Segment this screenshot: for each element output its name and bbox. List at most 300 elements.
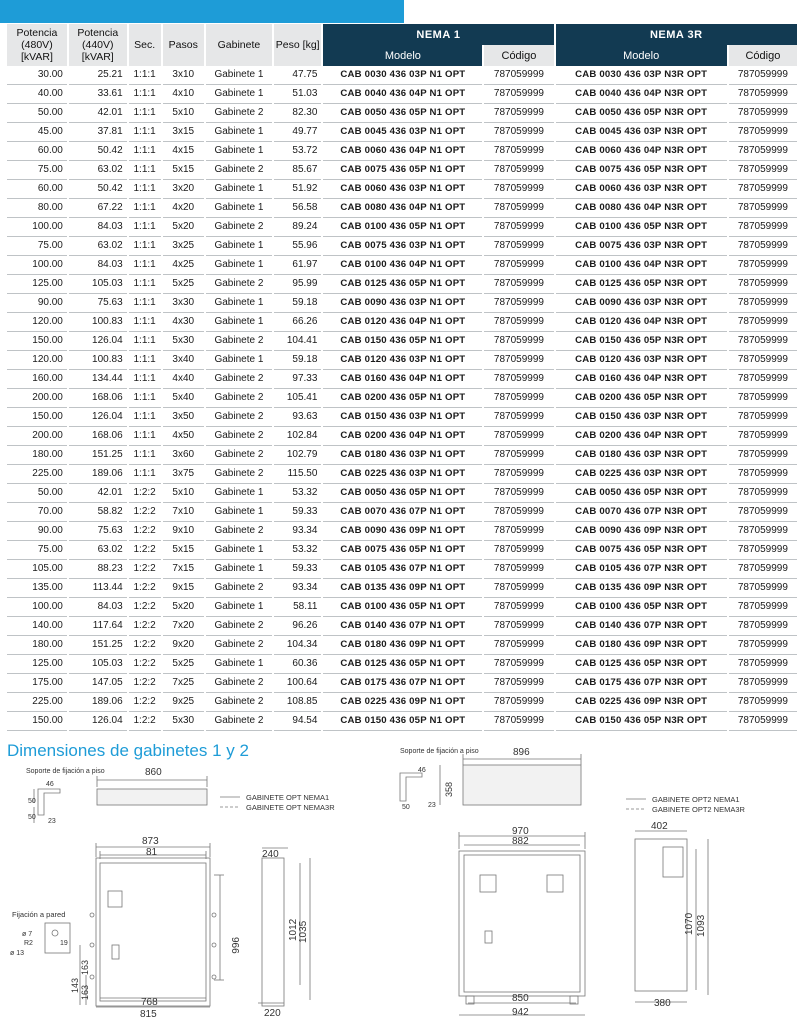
cell-codigo-nema3r: 787059999 <box>729 598 797 617</box>
cell-codigo-nema3r: 787059999 <box>729 465 797 484</box>
cell-pasos: 7x10 <box>163 503 204 522</box>
cell-potencia-440: 50.42 <box>69 180 127 199</box>
cell-potencia-480: 105.00 <box>7 560 67 579</box>
cell-modelo-nema3r: CAB 0100 436 05P N3R OPT <box>556 218 727 237</box>
cell-potencia-480: 200.00 <box>7 389 67 408</box>
cell-gabinete: Gabinete 1 <box>206 66 272 85</box>
cell-gabinete: Gabinete 1 <box>206 85 272 104</box>
cell-pasos: 4x50 <box>163 427 204 446</box>
cell-codigo-nema3r: 787059999 <box>729 389 797 408</box>
cell-modelo-nema1: CAB 0125 436 05P N1 OPT <box>323 655 482 674</box>
cell-modelo-nema3r: CAB 0225 436 09P N3R OPT <box>556 693 727 712</box>
cell-peso: 56.58 <box>274 199 321 218</box>
cell-potencia-440: 100.83 <box>69 351 127 370</box>
cell-codigo-nema3r: 787059999 <box>729 218 797 237</box>
cab1-dim-163a: 163 <box>80 959 90 975</box>
cab1-dim-860: 860 <box>145 767 162 778</box>
cell-peso: 104.41 <box>274 332 321 351</box>
cell-codigo-nema3r: 787059999 <box>729 275 797 294</box>
cell-codigo-nema3r: 787059999 <box>729 199 797 218</box>
cell-pasos: 3x75 <box>163 465 204 484</box>
cell-modelo-nema3r: CAB 0100 436 05P N3R OPT <box>556 598 727 617</box>
capacitor-bank-table <box>5 24 799 731</box>
table-row <box>7 66 797 85</box>
cab1-dim-240: 240 <box>262 849 279 860</box>
cell-pasos: 7x25 <box>163 674 204 693</box>
cab2-dim-942: 942 <box>512 1007 529 1018</box>
cell-potencia-480: 150.00 <box>7 408 67 427</box>
cell-potencia-480: 40.00 <box>7 85 67 104</box>
cell-modelo-nema3r: CAB 0050 436 05P N3R OPT <box>556 104 727 123</box>
cell-sec: 1:2:2 <box>129 712 161 731</box>
cell-codigo-nema1: 787059999 <box>484 180 553 199</box>
cell-gabinete: Gabinete 1 <box>206 541 272 560</box>
cell-sec: 1:1:1 <box>129 332 161 351</box>
cell-codigo-nema3r: 787059999 <box>729 123 797 142</box>
cell-modelo-nema1: CAB 0070 436 07P N1 OPT <box>323 503 482 522</box>
cell-potencia-440: 84.03 <box>69 598 127 617</box>
cell-peso: 59.33 <box>274 503 321 522</box>
cell-codigo-nema1: 787059999 <box>484 446 553 465</box>
cell-potencia-480: 120.00 <box>7 351 67 370</box>
cell-modelo-nema1: CAB 0175 436 07P N1 OPT <box>323 674 482 693</box>
cell-potencia-440: 42.01 <box>69 484 127 503</box>
cell-pasos: 4x40 <box>163 370 204 389</box>
cell-potencia-440: 189.06 <box>69 465 127 484</box>
cab1-top-view <box>97 789 207 805</box>
cell-potencia-480: 50.00 <box>7 484 67 503</box>
cab2-dim-882: 882 <box>512 836 529 847</box>
cell-codigo-nema1: 787059999 <box>484 199 553 218</box>
cell-codigo-nema1: 787059999 <box>484 161 553 180</box>
cell-potencia-480: 225.00 <box>7 693 67 712</box>
cell-potencia-480: 30.00 <box>7 66 67 85</box>
cell-pasos: 4x20 <box>163 199 204 218</box>
cell-gabinete: Gabinete 1 <box>206 351 272 370</box>
cell-codigo-nema1: 787059999 <box>484 332 553 351</box>
cell-potencia-440: 147.05 <box>69 674 127 693</box>
cab2-dim-46: 46 <box>418 767 426 774</box>
cell-peso: 105.41 <box>274 389 321 408</box>
top-accent-bar <box>0 0 404 23</box>
cell-pasos: 9x20 <box>163 636 204 655</box>
cell-gabinete: Gabinete 1 <box>206 313 272 332</box>
cell-modelo-nema3r: CAB 0070 436 07P N3R OPT <box>556 503 727 522</box>
cell-modelo-nema3r: CAB 0060 436 04P N3R OPT <box>556 142 727 161</box>
cell-gabinete: Gabinete 1 <box>206 123 272 142</box>
cab2-window-right <box>547 875 563 892</box>
header-sec: Sec. <box>129 24 161 66</box>
cell-pasos: 3x40 <box>163 351 204 370</box>
cab2-dim-380: 380 <box>654 998 671 1009</box>
cab2-dim-896: 896 <box>513 747 530 758</box>
cell-modelo-nema1: CAB 0150 436 03P N1 OPT <box>323 408 482 427</box>
cell-sec: 1:1:1 <box>129 370 161 389</box>
table-row <box>7 389 797 408</box>
cell-codigo-nema1: 787059999 <box>484 123 553 142</box>
cab1-soporte-label: Soporte de fijación a piso <box>26 768 105 775</box>
cell-codigo-nema3r: 787059999 <box>729 446 797 465</box>
cell-sec: 1:1:1 <box>129 275 161 294</box>
cell-potencia-440: 75.63 <box>69 522 127 541</box>
cell-modelo-nema3r: CAB 0135 436 09P N3R OPT <box>556 579 727 598</box>
cab1-fijacion-pared: Fijación a pared <box>12 910 66 919</box>
table-row <box>7 541 797 560</box>
cell-gabinete: Gabinete 1 <box>206 503 272 522</box>
cell-gabinete: Gabinete 2 <box>206 275 272 294</box>
cell-modelo-nema3r: CAB 0105 436 07P N3R OPT <box>556 560 727 579</box>
cell-codigo-nema1: 787059999 <box>484 674 553 693</box>
cell-codigo-nema1: 787059999 <box>484 351 553 370</box>
cell-potencia-440: 88.23 <box>69 560 127 579</box>
cell-peso: 102.84 <box>274 427 321 446</box>
cell-codigo-nema3r: 787059999 <box>729 503 797 522</box>
cell-peso: 85.67 <box>274 161 321 180</box>
cell-potencia-480: 150.00 <box>7 712 67 731</box>
table-row <box>7 180 797 199</box>
cell-peso: 51.92 <box>274 180 321 199</box>
cell-modelo-nema1: CAB 0105 436 07P N1 OPT <box>323 560 482 579</box>
cell-codigo-nema3r: 787059999 <box>729 560 797 579</box>
cell-potencia-440: 75.63 <box>69 294 127 313</box>
cell-modelo-nema3r: CAB 0200 436 04P N3R OPT <box>556 427 727 446</box>
cell-peso: 96.26 <box>274 617 321 636</box>
cell-pasos: 5x10 <box>163 484 204 503</box>
cell-gabinete: Gabinete 2 <box>206 427 272 446</box>
cab2-dim-1093: 1093 <box>696 914 707 937</box>
cell-sec: 1:1:1 <box>129 313 161 332</box>
cell-sec: 1:2:2 <box>129 674 161 693</box>
cell-potencia-480: 150.00 <box>7 332 67 351</box>
table-row <box>7 636 797 655</box>
table-row <box>7 332 797 351</box>
cell-potencia-440: 67.22 <box>69 199 127 218</box>
cell-peso: 59.18 <box>274 294 321 313</box>
cab2-dim-23: 23 <box>428 802 436 809</box>
table-row <box>7 674 797 693</box>
cab2-side-view <box>635 839 687 991</box>
cell-modelo-nema1: CAB 0140 436 07P N1 OPT <box>323 617 482 636</box>
cell-modelo-nema1: CAB 0080 436 04P N1 OPT <box>323 199 482 218</box>
cell-codigo-nema3r: 787059999 <box>729 256 797 275</box>
cell-gabinete: Gabinete 1 <box>206 256 272 275</box>
cell-sec: 1:1:1 <box>129 351 161 370</box>
cell-codigo-nema3r: 787059999 <box>729 294 797 313</box>
cell-sec: 1:1:1 <box>129 161 161 180</box>
cell-peso: 59.18 <box>274 351 321 370</box>
cell-potencia-440: 113.44 <box>69 579 127 598</box>
cell-potencia-440: 50.42 <box>69 142 127 161</box>
cell-gabinete: Gabinete 1 <box>206 199 272 218</box>
cell-codigo-nema1: 787059999 <box>484 617 553 636</box>
cell-potencia-480: 180.00 <box>7 636 67 655</box>
cell-modelo-nema3r: CAB 0080 436 04P N3R OPT <box>556 199 727 218</box>
cab1-dim-220: 220 <box>264 1008 281 1019</box>
cab1-dim-r2: R2 <box>24 940 33 947</box>
cell-pasos: 3x50 <box>163 408 204 427</box>
header-codigo-nema3r: Código <box>729 45 797 66</box>
cell-modelo-nema1: CAB 0225 436 03P N1 OPT <box>323 465 482 484</box>
cell-pasos: 5x15 <box>163 541 204 560</box>
cab1-dim-768: 768 <box>141 997 158 1008</box>
table-row <box>7 427 797 446</box>
cell-modelo-nema3r: CAB 0150 436 05P N3R OPT <box>556 332 727 351</box>
table-row <box>7 712 797 731</box>
table-row <box>7 161 797 180</box>
cell-codigo-nema3r: 787059999 <box>729 85 797 104</box>
cabinet-dimension-drawings <box>0 745 804 1023</box>
cell-codigo-nema1: 787059999 <box>484 256 553 275</box>
cell-potencia-480: 60.00 <box>7 142 67 161</box>
cell-modelo-nema1: CAB 0075 436 05P N1 OPT <box>323 541 482 560</box>
cell-potencia-440: 168.06 <box>69 427 127 446</box>
cell-codigo-nema1: 787059999 <box>484 237 553 256</box>
cell-pasos: 5x40 <box>163 389 204 408</box>
cell-modelo-nema1: CAB 0050 436 05P N1 OPT <box>323 484 482 503</box>
cell-modelo-nema1: CAB 0180 436 03P N1 OPT <box>323 446 482 465</box>
cell-pasos: 7x20 <box>163 617 204 636</box>
cell-modelo-nema3r: CAB 0150 436 03P N3R OPT <box>556 408 727 427</box>
cell-peso: 51.03 <box>274 85 321 104</box>
cell-codigo-nema3r: 787059999 <box>729 180 797 199</box>
cell-pasos: 3x15 <box>163 123 204 142</box>
cell-codigo-nema1: 787059999 <box>484 712 553 731</box>
cell-potencia-440: 37.81 <box>69 123 127 142</box>
cab2-window-left <box>480 875 496 892</box>
cell-pasos: 5x25 <box>163 275 204 294</box>
cell-sec: 1:2:2 <box>129 484 161 503</box>
table-row <box>7 617 797 636</box>
cell-modelo-nema1: CAB 0150 436 05P N1 OPT <box>323 332 482 351</box>
table-row <box>7 199 797 218</box>
cell-codigo-nema3r: 787059999 <box>729 66 797 85</box>
cell-codigo-nema3r: 787059999 <box>729 142 797 161</box>
cell-codigo-nema3r: 787059999 <box>729 522 797 541</box>
cell-modelo-nema3r: CAB 0100 436 04P N3R OPT <box>556 256 727 275</box>
cell-peso: 95.99 <box>274 275 321 294</box>
cell-sec: 1:1:1 <box>129 104 161 123</box>
cell-codigo-nema3r: 787059999 <box>729 237 797 256</box>
cell-codigo-nema3r: 787059999 <box>729 712 797 731</box>
cab1-legend-nema3r: GABINETE OPT NEMA3R <box>246 803 335 812</box>
cell-potencia-480: 175.00 <box>7 674 67 693</box>
cell-modelo-nema3r: CAB 0120 436 04P N3R OPT <box>556 313 727 332</box>
cell-sec: 1:2:2 <box>129 522 161 541</box>
cell-codigo-nema1: 787059999 <box>484 503 553 522</box>
cell-modelo-nema3r: CAB 0160 436 04P N3R OPT <box>556 370 727 389</box>
cell-modelo-nema3r: CAB 0075 436 03P N3R OPT <box>556 237 727 256</box>
section-title: Dimensiones de gabinetes 1 y 2 <box>7 741 249 760</box>
cell-codigo-nema1: 787059999 <box>484 389 553 408</box>
cell-potencia-480: 70.00 <box>7 503 67 522</box>
cell-pasos: 5x30 <box>163 332 204 351</box>
table-row <box>7 218 797 237</box>
cell-potencia-480: 100.00 <box>7 256 67 275</box>
cell-potencia-440: 189.06 <box>69 693 127 712</box>
cell-codigo-nema1: 787059999 <box>484 104 553 123</box>
cell-pasos: 5x20 <box>163 598 204 617</box>
cell-pasos: 5x30 <box>163 712 204 731</box>
table-row <box>7 85 797 104</box>
cell-sec: 1:2:2 <box>129 636 161 655</box>
cell-modelo-nema1: CAB 0135 436 09P N1 OPT <box>323 579 482 598</box>
cell-peso: 47.75 <box>274 66 321 85</box>
cell-codigo-nema1: 787059999 <box>484 579 553 598</box>
cell-potencia-440: 84.03 <box>69 218 127 237</box>
cab1-dim-1012: 1012 <box>288 918 299 941</box>
cell-modelo-nema1: CAB 0040 436 04P N1 OPT <box>323 85 482 104</box>
cell-codigo-nema3r: 787059999 <box>729 408 797 427</box>
cell-codigo-nema3r: 787059999 <box>729 617 797 636</box>
cell-codigo-nema1: 787059999 <box>484 693 553 712</box>
cab1-dim-81: 81 <box>146 847 158 858</box>
cell-modelo-nema1: CAB 0120 436 03P N1 OPT <box>323 351 482 370</box>
cell-gabinete: Gabinete 1 <box>206 560 272 579</box>
cell-gabinete: Gabinete 2 <box>206 446 272 465</box>
cell-codigo-nema3r: 787059999 <box>729 161 797 180</box>
cab2-top-view <box>463 765 581 805</box>
cell-potencia-440: 168.06 <box>69 389 127 408</box>
cell-potencia-480: 135.00 <box>7 579 67 598</box>
cell-peso: 93.63 <box>274 408 321 427</box>
header-potencia-480: Potencia (480V) [kVAR] <box>7 24 67 66</box>
cell-codigo-nema1: 787059999 <box>484 218 553 237</box>
cell-sec: 1:1:1 <box>129 427 161 446</box>
cell-modelo-nema3r: CAB 0120 436 03P N3R OPT <box>556 351 727 370</box>
cell-potencia-480: 125.00 <box>7 275 67 294</box>
cell-codigo-nema3r: 787059999 <box>729 104 797 123</box>
table-row <box>7 446 797 465</box>
cab2-dim-1070: 1070 <box>684 912 695 935</box>
cell-gabinete: Gabinete 1 <box>206 142 272 161</box>
cell-modelo-nema3r: CAB 0075 436 05P N3R OPT <box>556 541 727 560</box>
cab2-legend-nema1: GABINETE OPT2 NEMA1 <box>652 795 740 804</box>
cell-peso: 58.11 <box>274 598 321 617</box>
cell-peso: 93.34 <box>274 522 321 541</box>
cell-modelo-nema1: CAB 0120 436 04P N1 OPT <box>323 313 482 332</box>
cell-codigo-nema1: 787059999 <box>484 66 553 85</box>
cell-peso: 53.32 <box>274 484 321 503</box>
cell-modelo-nema1: CAB 0050 436 05P N1 OPT <box>323 104 482 123</box>
table-row <box>7 579 797 598</box>
cell-potencia-440: 42.01 <box>69 104 127 123</box>
cell-peso: 60.36 <box>274 655 321 674</box>
cab1-dim-o13: ø 13 <box>10 950 25 957</box>
cell-peso: 108.85 <box>274 693 321 712</box>
cell-codigo-nema1: 787059999 <box>484 275 553 294</box>
cell-codigo-nema1: 787059999 <box>484 408 553 427</box>
cell-modelo-nema1: CAB 0060 436 03P N1 OPT <box>323 180 482 199</box>
cell-modelo-nema1: CAB 0090 436 03P N1 OPT <box>323 294 482 313</box>
cell-sec: 1:2:2 <box>129 598 161 617</box>
table-row <box>7 522 797 541</box>
cell-peso: 59.33 <box>274 560 321 579</box>
cell-peso: 93.34 <box>274 579 321 598</box>
cell-potencia-480: 180.00 <box>7 446 67 465</box>
cell-modelo-nema1: CAB 0060 436 04P N1 OPT <box>323 142 482 161</box>
cell-codigo-nema1: 787059999 <box>484 85 553 104</box>
cab2-legend-nema3r: GABINETE OPT2 NEMA3R <box>652 805 745 814</box>
table-row <box>7 294 797 313</box>
cell-codigo-nema1: 787059999 <box>484 427 553 446</box>
cell-modelo-nema1: CAB 0180 436 09P N1 OPT <box>323 636 482 655</box>
cell-codigo-nema1: 787059999 <box>484 541 553 560</box>
cell-pasos: 3x60 <box>163 446 204 465</box>
cell-potencia-440: 126.04 <box>69 712 127 731</box>
table-row <box>7 408 797 427</box>
cab1-dim-1035: 1035 <box>298 920 309 943</box>
cell-potencia-440: 84.03 <box>69 256 127 275</box>
cell-potencia-440: 134.44 <box>69 370 127 389</box>
cell-sec: 1:1:1 <box>129 256 161 275</box>
cell-potencia-480: 50.00 <box>7 104 67 123</box>
cell-sec: 1:1:1 <box>129 85 161 104</box>
cell-modelo-nema3r: CAB 0175 436 07P N3R OPT <box>556 674 727 693</box>
cell-codigo-nema3r: 787059999 <box>729 370 797 389</box>
cell-pasos: 5x10 <box>163 104 204 123</box>
cell-sec: 1:1:1 <box>129 237 161 256</box>
cell-gabinete: Gabinete 1 <box>206 180 272 199</box>
cell-codigo-nema1: 787059999 <box>484 598 553 617</box>
cab2-dim-402: 402 <box>651 821 668 832</box>
cell-peso: 89.24 <box>274 218 321 237</box>
cell-codigo-nema3r: 787059999 <box>729 541 797 560</box>
cell-pasos: 5x20 <box>163 218 204 237</box>
cell-modelo-nema1: CAB 0100 436 04P N1 OPT <box>323 256 482 275</box>
cell-gabinete: Gabinete 2 <box>206 617 272 636</box>
cab2-dim-970: 970 <box>512 826 529 837</box>
cell-codigo-nema3r: 787059999 <box>729 313 797 332</box>
cab1-dim-23: 23 <box>48 818 56 825</box>
cell-gabinete: Gabinete 2 <box>206 370 272 389</box>
cell-sec: 1:1:1 <box>129 465 161 484</box>
cell-gabinete: Gabinete 2 <box>206 693 272 712</box>
table-row <box>7 313 797 332</box>
cab1-legend-nema1: GABINETE OPT NEMA1 <box>246 793 330 802</box>
cell-peso: 53.32 <box>274 541 321 560</box>
cell-modelo-nema3r: CAB 0030 436 03P N3R OPT <box>556 66 727 85</box>
cell-sec: 1:2:2 <box>129 503 161 522</box>
cell-gabinete: Gabinete 2 <box>206 332 272 351</box>
cell-gabinete: Gabinete 2 <box>206 712 272 731</box>
cell-modelo-nema1: CAB 0030 436 03P N1 OPT <box>323 66 482 85</box>
cell-potencia-440: 25.21 <box>69 66 127 85</box>
cell-sec: 1:1:1 <box>129 389 161 408</box>
cell-codigo-nema3r: 787059999 <box>729 636 797 655</box>
cell-potencia-480: 90.00 <box>7 522 67 541</box>
cell-pasos: 9x15 <box>163 579 204 598</box>
cell-pasos: 4x30 <box>163 313 204 332</box>
cell-pasos: 9x25 <box>163 693 204 712</box>
cell-peso: 53.72 <box>274 142 321 161</box>
cell-potencia-440: 33.61 <box>69 85 127 104</box>
cell-modelo-nema3r: CAB 0060 436 03P N3R OPT <box>556 180 727 199</box>
cell-gabinete: Gabinete 1 <box>206 655 272 674</box>
cell-modelo-nema3r: CAB 0140 436 07P N3R OPT <box>556 617 727 636</box>
cell-potencia-480: 120.00 <box>7 313 67 332</box>
cell-modelo-nema3r: CAB 0150 436 05P N3R OPT <box>556 712 727 731</box>
cell-pasos: 7x15 <box>163 560 204 579</box>
cell-sec: 1:1:1 <box>129 294 161 313</box>
cab1-dim-143: 143 <box>70 977 80 993</box>
table-row <box>7 142 797 161</box>
cell-gabinete: Gabinete 2 <box>206 408 272 427</box>
cell-peso: 66.26 <box>274 313 321 332</box>
header-nema1: NEMA 1 <box>323 24 553 45</box>
cell-sec: 1:1:1 <box>129 66 161 85</box>
cell-codigo-nema3r: 787059999 <box>729 351 797 370</box>
cab1-dim-o7: ø 7 <box>22 931 33 938</box>
